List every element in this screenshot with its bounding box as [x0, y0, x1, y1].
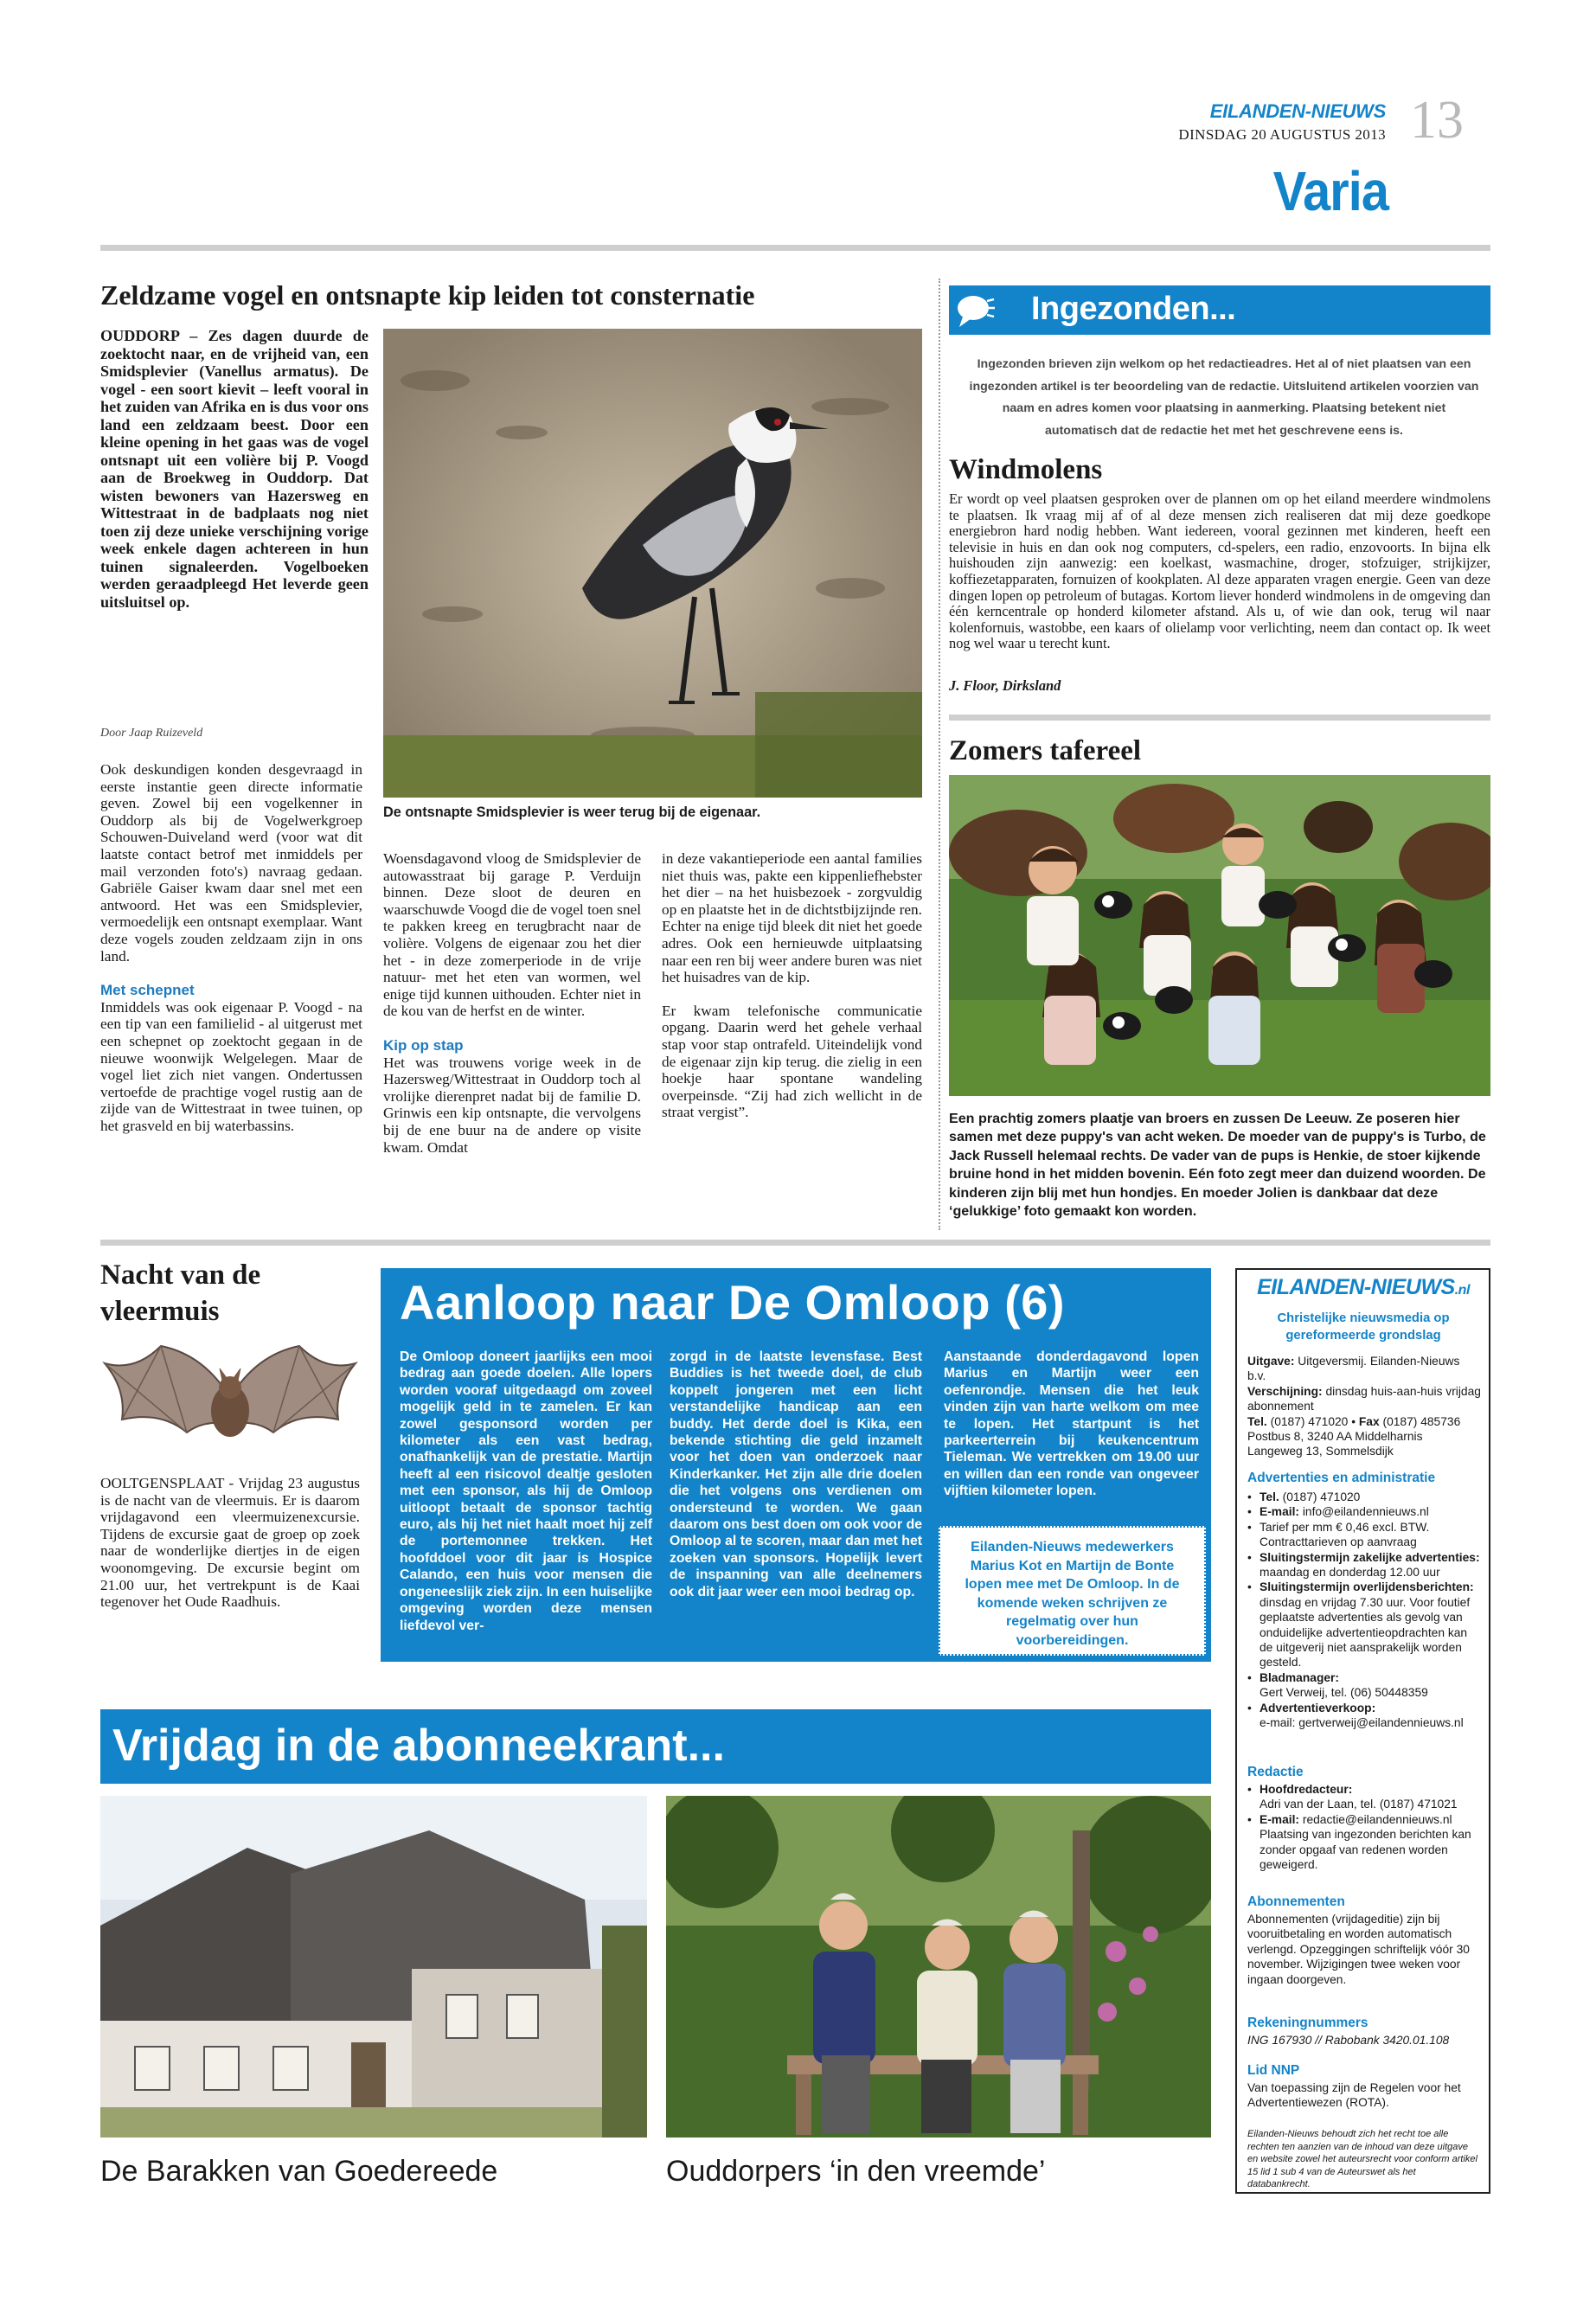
vogel-col2-p1: Woensdagavond vloog de Smidsplevier de autowasstraat bij garage P. Verduijn binnen. Deze sloot de deuren en waarschuwde Voogd die de vogel toen snel te pakken kreeg en terugbracht naar de volière. Volgens de eigenaar zou het dier het - in deze zomerperiode in de vrije natuur- met het eten van wormen, wel enige tijd kunnen uithouden. Echter niet in de kou van de herfst en de winter. — [383, 850, 641, 1020]
zomers-caption: Een prachtig zomers plaatje van broers en zussen De Leeuw. Ze poseren hier samen met deze puppy's van acht weken. De moeder van de puppy's is Turbo, de Jack Russell helemaal rechts. De vader van de pups is Henkie, de stoer kijkende bruine hond in het midden bovenin. Eén foto zegt meer dan duizend woorden. De kinderen zijn blij met hun hondjes. En moeder Jolien is dankbaar dat deze ‘gelukkige’ foto gemaakt kon worden. — [949, 1111, 1486, 1220]
windmolens-body: Er wordt op veel plaatsen gesproken over de plannen om op het eiland meerdere windmolens te plaatsen. Ik vraag mij af of al deze mensen zich realiseren dat mij deze goedkope energiebron hard nodig hebben. Want iedereen, vooral gezinnen met kinderen, heeft een televisie in huis en dan ook nog computers, cd-spelers, een radio, enzovoorts. In bijna elk huishouden zijn aanwezig: een koelkast, wasmachine, droger, stofzuiger, strijkijzer, koffiezetapparaten, fornuizen of kookplaten. Al deze apparaten vragen energie. Geen van deze dingen lopen op petroleum of butagas. Kortom liever honderd windmolens in de omgeving dan één kerncentrale op honderd kilometer afstand. Als u, of wie dan ook, terug wil naar kolenfornuis, wastobbe, een kaars of olielamp voor verlichting, neem dan contact op. Ik weet nog wel waar u terecht kunt. — [949, 490, 1490, 652]
colophon-logo-suffix: .nl — [1454, 1283, 1470, 1298]
bird-photo — [383, 329, 922, 798]
ingezonden-title: Ingezonden... — [1031, 291, 1236, 327]
windmolens-signature: J. Floor, Dirksland — [949, 677, 1061, 694]
issue-date: DINSDAG 20 AUGUSTUS 2013 — [1178, 126, 1386, 143]
vogel-subhead-1: Met schepnet — [100, 982, 195, 999]
barakken-photo — [100, 1796, 647, 2138]
omloop-note: Eilanden-Nieuws medewerkers Marius Kot en Martijn de Bonte lopen mee met De Omloop. In de komende weken schrijven ze regelmatig over hun voorbereidingen. — [939, 1526, 1206, 1656]
vogel-col2 — [383, 850, 641, 1156]
vogel-byline: Door Jaap Ruizeveld — [100, 727, 203, 740]
adv-item: • Tarief per mm € 0,46 excl. BTW. — [1247, 1520, 1430, 1534]
vogel-headline: Zeldzame vogel en ontsnapte kip leiden tot consternatie — [100, 279, 755, 311]
adv-item: • Advertentieverkoop: e-mail: gertverweij@eilandennieuws.nl — [1247, 1701, 1464, 1730]
vleermuis-body: OOLTGENSPLAAT - Vrijdag 23 augustus is de nacht van de vleermuis. Er is daarom vrijdagavond een vleermuizenexcursie. Tijdens de excursie gaat de groep op zoek naar de wonderlijke diertjes in de eigen woonomgeving. De excursie begint om 21.00 uur, het vertrekpunt is de Kaai tegenover het Oude Raadhuis. — [100, 1475, 360, 1611]
redactie-list — [1247, 1782, 1481, 1872]
vogel-col3 — [662, 850, 922, 1121]
vogel-col1-p2: Inmiddels was ook eigenaar P. Voogd - na een tip van een familielid - al uitgerust met een schepnet op zoektocht gegaan in de nieuwe woonwijk Welgelegen. Maar de vogel liet zich niet vangen. Ondertussen vertoefde de prachtige vogel rustig aan de zijde van de Wittestraat in twee tuinen, op het grasveld en bij waterbassins. — [100, 998, 362, 1134]
adv-item: • Sluitingstermijn overlijdensberichten: dinsdag en vrijdag 7.30 uur. Voor foutief geplaatste advertenties als gevolg van onduidelijke advertentieopdrachten kan de uitgeverij niet aansprakelijk worden gesteld. — [1247, 1580, 1474, 1670]
omloop-col3: Aanstaande donderdagavond lopen Marius en Martijn weer een oefenrondje. Mensen die het leuk vinden zijn van harte welkom om mee te lopen. Het startpunt is het parkeerterrein bij keukencentrum Tieleman. We vertrekken om 19.00 uur en willen dan een ronde van ongeveer vijftien kilometer lopen. — [944, 1349, 1199, 1499]
adv-item: • Sluitingstermijn zakelijke advertenties: maandag en donderdag 12.00 uur — [1247, 1550, 1480, 1580]
nnp-text: Van toepassing zijn de Regelen voor het Advertentiewezen (ROTA). — [1247, 2081, 1461, 2110]
adv-list — [1247, 1490, 1481, 1731]
address-line-2: Langeweg 13, Sommelsdijk — [1247, 1445, 1394, 1458]
zomers-rule — [949, 715, 1490, 721]
abonnee-banner-text: Vrijdag in de abonneekrant... — [112, 1721, 725, 1771]
section-title: Varia — [1272, 160, 1388, 222]
vogel-subhead-2: Kip op stap — [383, 1036, 464, 1054]
vogel-col3-p2: Er kwam telefonische communicatie opgang. Daarin werd het gehele verhaal stap voor stap ontrafeld. Uiteindelijk vond de eigenaar zijn kip terug. die zielig in een hoekje haar spontane wandeling overpeinsde. “Zij had zich wellicht in de straat vergist”. — [662, 1002, 922, 1121]
bird-photo-caption: De ontsnapte Smidsplevier is weer terug bij de eigenaar. — [383, 804, 761, 820]
zomers-title: Zomers tafereel — [949, 735, 1142, 766]
brand-logo: EILANDEN-NIEUWS — [1209, 100, 1386, 122]
rekening-text: ING 167930 // Rabobank 3420.01.108 — [1247, 2034, 1450, 2047]
vogel-lead: OUDDORP – Zes dagen duurde de zoektocht naar, en de vrijheid van, een Smidsplevier (Vanellus armatus). De vogel - een soort kievit – leeft vooral in het zuiden van Afrika en is dus voor ons land een zeldzaam beest. Door een kleine opening in het gaas was de vogel ontsnapt uit een volière bij P. Voogd aan de Broekweg in Ouddorp. Dat wisten bewoners van Hazersweg en Wittestraat in de badplaats nog niet toen zij deze unieke verschijning vorige week enkele dagen achtereen in hun tuinen signaleerden. Vogelboeken werden geraadpleegd Het leverde geen uitsluitsel op. — [100, 327, 369, 611]
redactie-heading: Redactie — [1247, 1765, 1304, 1779]
windmolens-title: Windmolens — [949, 454, 1103, 485]
verschijning-row: Verschijning: dinsdag huis-aan-huis vrijdag abonnement — [1247, 1384, 1481, 1413]
red-item: • E-mail: redactie@eilandennieuws.nl — [1247, 1812, 1452, 1826]
column-divider — [939, 279, 940, 1230]
omloop-col2: zorgd in de laatste levensfase. Best Buddies is het tweede doel, de club koppelt jongeren met een licht verstandelijke handicap aan een buddy. Het derde doel is Kika, een bekende stichting die geld inzamelt voor het doen van onderzoek naar Kinderkanker. Het zijn alle drie doelen die het volgens ons verdienen om ondersteund te worden. We gaan daarom ons best doen om ook voor de Omloop al te scoren, maar dan met het zoeken van sponsors. Hopelijk levert de inspanning van alle deelnemers ook dit jaar weer een mooi bedrag op. — [670, 1349, 922, 1599]
adv-item: • Tel. (0187) 471020 — [1247, 1490, 1361, 1503]
vogel-col2-p2: Het was trouwens vorige week in de Hazersweg/Wittestraat in Ouddorp toch al vrolijke dierenpret nadat bij de familie D. Grinwis een kip ontsnapte, die vervolgens bij de ene buur na de andere op visite kwam. Omdat — [383, 1054, 641, 1156]
ouddorpers-illustration — [666, 1796, 1211, 2138]
colophon-logo — [1242, 1275, 1484, 1300]
ingezonden-banner — [949, 285, 1490, 335]
adv-heading: Advertenties en administratie — [1247, 1471, 1436, 1485]
family-illustration — [949, 775, 1490, 1096]
vogel-col1 — [100, 761, 362, 1134]
colophon-publisher — [1247, 1354, 1481, 1459]
family-puppies-photo — [949, 775, 1490, 1096]
red-item: • Hoofdredacteur: Adri van der Laan, tel. (0187) 471021 — [1247, 1783, 1458, 1811]
ouddorpers-photo — [666, 1796, 1211, 2138]
ingezonden-intro: Ingezonden brieven zijn welkom op het redactieadres. Het al of niet plaatsen van een ingezonden artikel is ter beoordeling van de redactie. Uitsluitend artikelen voorzien van naam en adres komen voor plaatsing in aanmerking. Plaatsing betekent niet automatisch dat de redactie het met het geschrevene eens is. — [969, 357, 1479, 438]
bird-illustration — [383, 329, 922, 798]
vleermuis-title: Nacht van de vleermuis — [100, 1259, 261, 1327]
colophon-tagline: Christelijke nieuwsmedia op gereformeerde grondslag — [1277, 1311, 1450, 1343]
bat-photo — [100, 1337, 360, 1463]
colophon-disclaimer: Eilanden-Nieuws behoudt zich het recht toe alle rechten ten aanzien van de inhoud van deze uitgave en website zowel het auteursrecht voor conform artikel 15 lid 1 sub 4 van de Auteurswet als het databankrecht. — [1247, 2129, 1477, 2189]
vogel-col3-p1: in deze vakantieperiode een aantal families niet thuis was, pakte een kippenliefhebster het dier – na het huisbezoek - zorgvuldig op en plaatste het in de dichtstbijzijnde ren. Echter na enige tijd bleek dit niet het goede adres. Ook een hernieuwde uitplaatsing naar een ren bij weer andere buren was niet het huisadres van de kip. — [662, 850, 922, 986]
vogel-col1-p1: Ook deskundigen konden desgevraagd in eerste instantie geen directe informatie geven. Zowel bij een vogelkenner in Ouddorp als bij de Vogelwerkgroep Schouwen-Duiveland werd (voor wat dit laatste contact betrof met inmiddels per mail verzonden foto's) navraag gedaan. Gabriële Gaiser kwam daar snel met een antwoord. Het was een Smidsplevier, vermoedelijk een ontsnapt exemplaar. Want deze vogels zouden zeldzaam zijn in ons land. — [100, 761, 362, 965]
adv-item: • E-mail: info@eilandennieuws.nl — [1247, 1505, 1429, 1519]
red-item: Plaatsing van ingezonden berichten kan zonder opgaaf van redenen worden geweigerd. — [1259, 1828, 1471, 1872]
address-line-1: Postbus 8, 3240 AA Middelharnis — [1247, 1430, 1423, 1444]
page-number: 13 — [1410, 91, 1464, 150]
omloop-col1: De Omloop doneert jaarlijks een mooi bedrag aan goede doelen. Alle lopers worden vooraf uitgedaagd om zoveel mogelijk geld in te zamelen. Er kan zowel gesponsord worden per kilometer als een vast bedrag, onafhankelijk van de prestatie. Martijn heeft al een risicovol dealtje gesloten met een sponsor, als hij de Omloop uitloopt betaalt de sponsor tachtig euro, als hij het niet haalt moet hij zelf de portemonnee trekken. Het hoofddoel voor dit jaar is Hospice Calando, een huis voor mensen die ongeneeslijk ziek zijn. In een huiselijke omgeving worden deze mensen liefdevol ver- — [400, 1349, 652, 1633]
speech-bubble-icon — [956, 292, 996, 329]
colophon-logo-text: EILANDEN-NIEUWS — [1257, 1275, 1455, 1299]
ouddorpers-caption: Ouddorpers ‘in den vreemde’ — [666, 2155, 1046, 2188]
adv-item: Contracttarieven op aanvraag — [1259, 1535, 1417, 1549]
rekening-heading: Rekeningnummers — [1247, 2016, 1368, 2030]
top-rule — [100, 245, 1490, 251]
omloop-title: Aanloop naar De Omloop (6) — [400, 1275, 1066, 1330]
adv-item: • Bladmanager: Gert Verweij, tel. (06) 50448359 — [1247, 1670, 1428, 1700]
bat-illustration — [100, 1337, 360, 1463]
abonnementen-text: Abonnementen (vrijdageditie) zijn bij vooruitbetaling en worden automatisch verlengd. Opzeggingen schriftelijk vóór 30 november. Wijzigingen twee weken voor ingaan doorgeven. — [1247, 1913, 1470, 1986]
nnp-heading: Lid NNP — [1247, 2063, 1300, 2078]
barakken-caption: De Barakken van Goedereede — [100, 2155, 498, 2188]
tel-fax-row: Tel. (0187) 471020 • Fax (0187) 485736 — [1247, 1414, 1461, 1428]
uitgave-row: Uitgave: Uitgeversmij. Eilanden-Nieuws b.v. — [1247, 1355, 1460, 1383]
abonnementen-heading: Abonnementen — [1247, 1894, 1345, 1909]
barakken-illustration — [100, 1796, 647, 2138]
middle-rule — [100, 1240, 1490, 1246]
